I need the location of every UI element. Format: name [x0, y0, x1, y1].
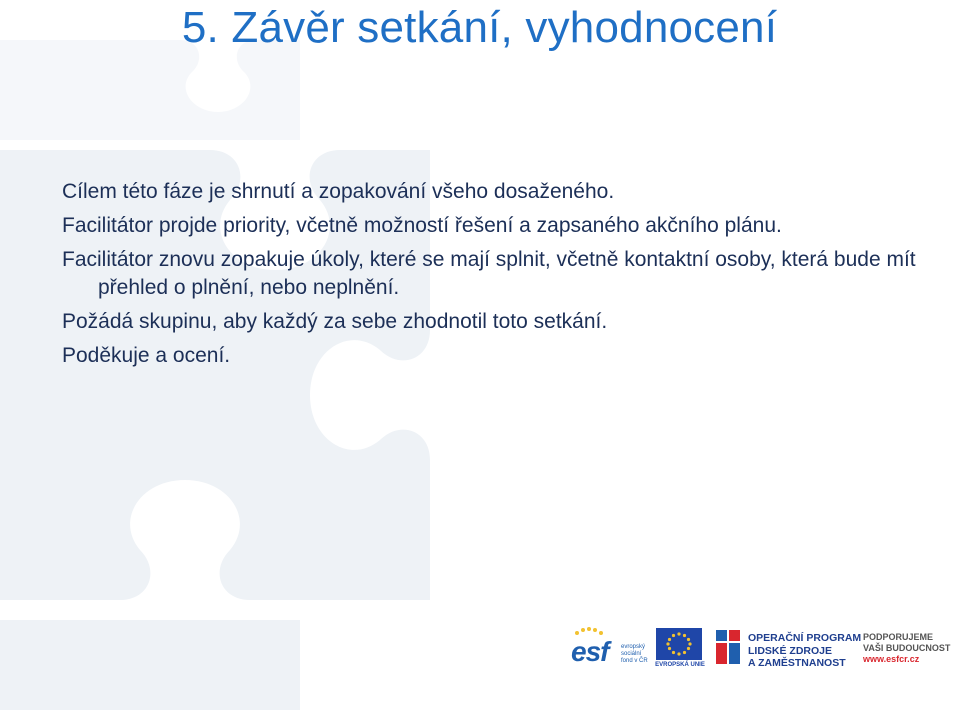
support-url[interactable]: www.esfcr.cz — [863, 654, 920, 664]
support-line: VAŠI BUDOUCNOST — [863, 643, 951, 653]
op-line: LIDSKÉ ZDROJE — [748, 644, 833, 657]
slide-title: 5. Závěr setkání, vyhodnocení — [181, 3, 778, 52]
footer-logos — [571, 624, 959, 674]
esf-caption-line: evropský — [621, 644, 646, 650]
support-line: PODPORUJEME — [863, 632, 934, 642]
paragraph-evaluation: Požádá skupinu, aby každý za sebe zhodnotil toto setkání. — [62, 310, 608, 333]
esf-caption — [621, 644, 655, 665]
eu-flag-icon — [656, 628, 702, 660]
paragraph-thanks: Poděkuje a ocení. — [62, 344, 231, 367]
esf-caption-line: sociální — [621, 651, 642, 657]
support-slogan — [863, 632, 959, 665]
paragraph-priorities: Facilitátor projde priority, včetně možností řešení a zapsaného akčního plánu. — [62, 214, 782, 237]
op-people-icon — [716, 630, 740, 664]
paragraph-tasks: Facilitátor znovu zopakuje úkoly, které se mají splnit, včetně kontaktní osoby, která bude mít přehled o plnění, nebo neplnění. — [62, 248, 916, 299]
esf-caption-line: fond v ČR — [621, 658, 648, 664]
esf-mark: esf — [571, 636, 609, 667]
eu-caption: EVROPSKÁ UNIE — [655, 662, 705, 668]
op-line: OPERAČNÍ PROGRAM — [748, 632, 862, 644]
op-line: A ZAMĚSTNANOST — [748, 657, 846, 669]
paragraph-goal: Cílem této fáze je shrnutí a zopakování všeho dosaženého. — [62, 180, 615, 203]
op-program-text — [748, 632, 868, 670]
slide-body — [62, 178, 942, 376]
esf-logo — [571, 626, 651, 670]
